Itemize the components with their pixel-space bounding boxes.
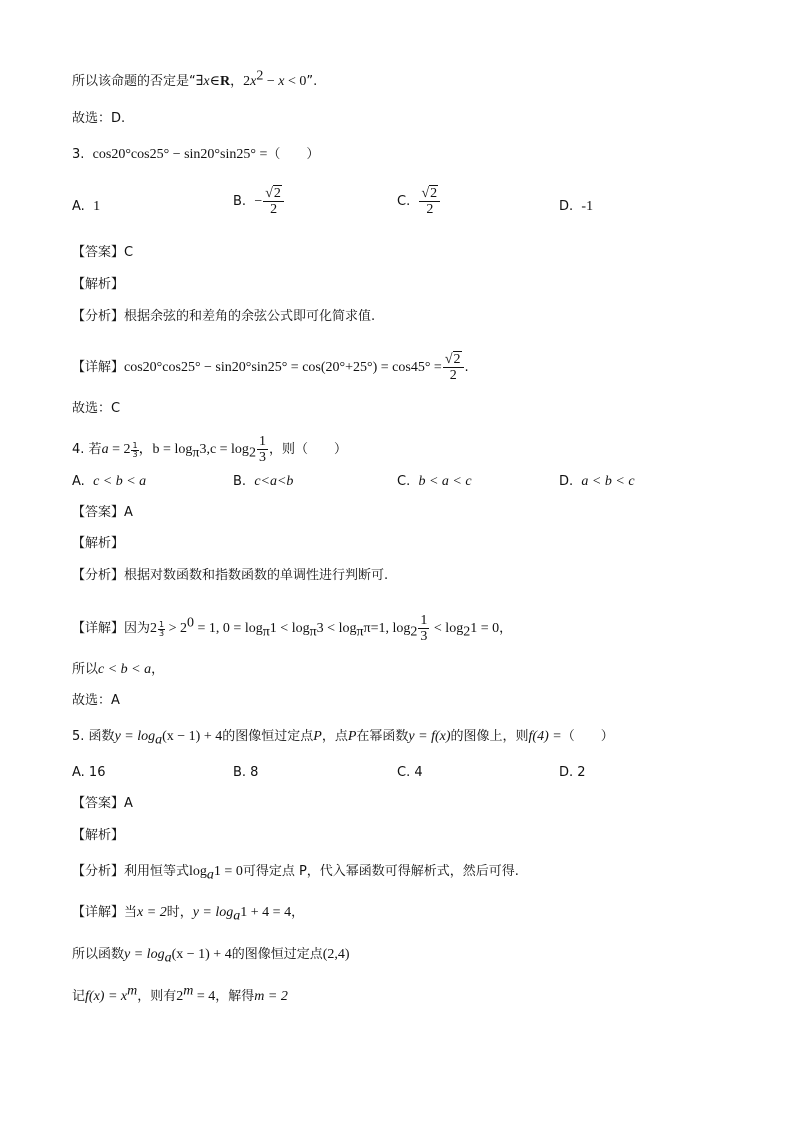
q4-xiangjie: 【详解】因为2 $\frac{1}{3}$ > $2^0 = 1$, $0 = \log_\pi 1 < \log_\pi 3 < \log_\pi\pi=1$, $\log_2$ $\frac{1}{3}$ < $\log_21 = 0$， <box>72 613 513 644</box>
q3-option-a: A. 1 <box>72 199 101 214</box>
q4-option-c: C. b < a < c <box>397 474 472 489</box>
q5-stem: 5. 函数$y = \log_a(x - 1) + 4$的图像恒过定点P，点P在幂函数y = f(x)的图像上，则f(4) =（ ） <box>72 729 614 748</box>
q4-jiexi: 【解析】 <box>72 536 125 551</box>
q5-jiexi: 【解析】 <box>72 828 125 843</box>
q4-option-b: B. c<a<b <box>233 474 294 489</box>
q5-option-a: A. 16 <box>72 765 106 780</box>
q5-option-d: D. 2 <box>559 765 586 780</box>
q3-option-d: D. -1 <box>559 199 594 214</box>
q4-option-d: D. a < b < c <box>559 474 635 489</box>
q4-option-a: A. c < b < a <box>72 474 147 489</box>
q5-answer: 【答案】A <box>72 796 133 811</box>
choose-d-line: 故选：D. <box>72 111 126 126</box>
q3-stem: 3. cos20°cos25° − sin20°sin25° =（ ） <box>72 147 320 162</box>
q4-stem: 4. 若a = 2 $\frac{1}{3}$ ，$b = \log_\pi 3,c = \log_2$ $\frac{1}{3}$ ，则（ ） <box>72 434 347 465</box>
q3-option-b: B. − $\frac{√2}{2}$ <box>233 186 285 217</box>
q5-option-c: C. 4 <box>397 765 423 780</box>
q3-fenxi: 【分析】根据余弦的和差角的余弦公式即可化简求值. <box>72 309 376 324</box>
q3-choose: 故选：C <box>72 401 121 416</box>
negation-line: 所以该命题的否定是“∃x∈R，$2x^2 - x < 0$”. <box>72 68 318 89</box>
q5-xiangjie: 【详解】当x = 2时，$y = \log_a1 + 4 = 4$， <box>72 905 305 924</box>
q5-option-b: B. 8 <box>233 765 259 780</box>
q3-xiangjie: 【详解】cos20°cos25° − sin20°sin25° = cos(20°+25°) = cos45° = $\frac{√2}{2}$ . <box>72 352 469 383</box>
q3-jiexi: 【解析】 <box>72 277 125 292</box>
q5-ji: 记$f(x) = x^m$，则有$2^m = 4$，解得m = 2 <box>72 983 288 1004</box>
q4-choose: 故选：A <box>72 693 120 708</box>
q3-answer: 【答案】C <box>72 245 134 260</box>
q5-fenxi: 【分析】利用恒等式$\log_a1 = 0$可得定点 P，代入幂函数可得解析式，然后可得. <box>72 864 519 883</box>
q5-suoyi: 所以函数$y = \log_a(x - 1) + 4$的图像恒过定点(2,4) <box>72 947 350 966</box>
q4-fenxi: 【分析】根据对数函数和指数函数的单调性进行判断可. <box>72 568 389 583</box>
q3-option-c: C. $\frac{√2}{2}$ <box>397 186 441 217</box>
q4-answer: 【答案】A <box>72 505 133 520</box>
q4-suoyi: 所以c < b < a， <box>72 662 165 677</box>
